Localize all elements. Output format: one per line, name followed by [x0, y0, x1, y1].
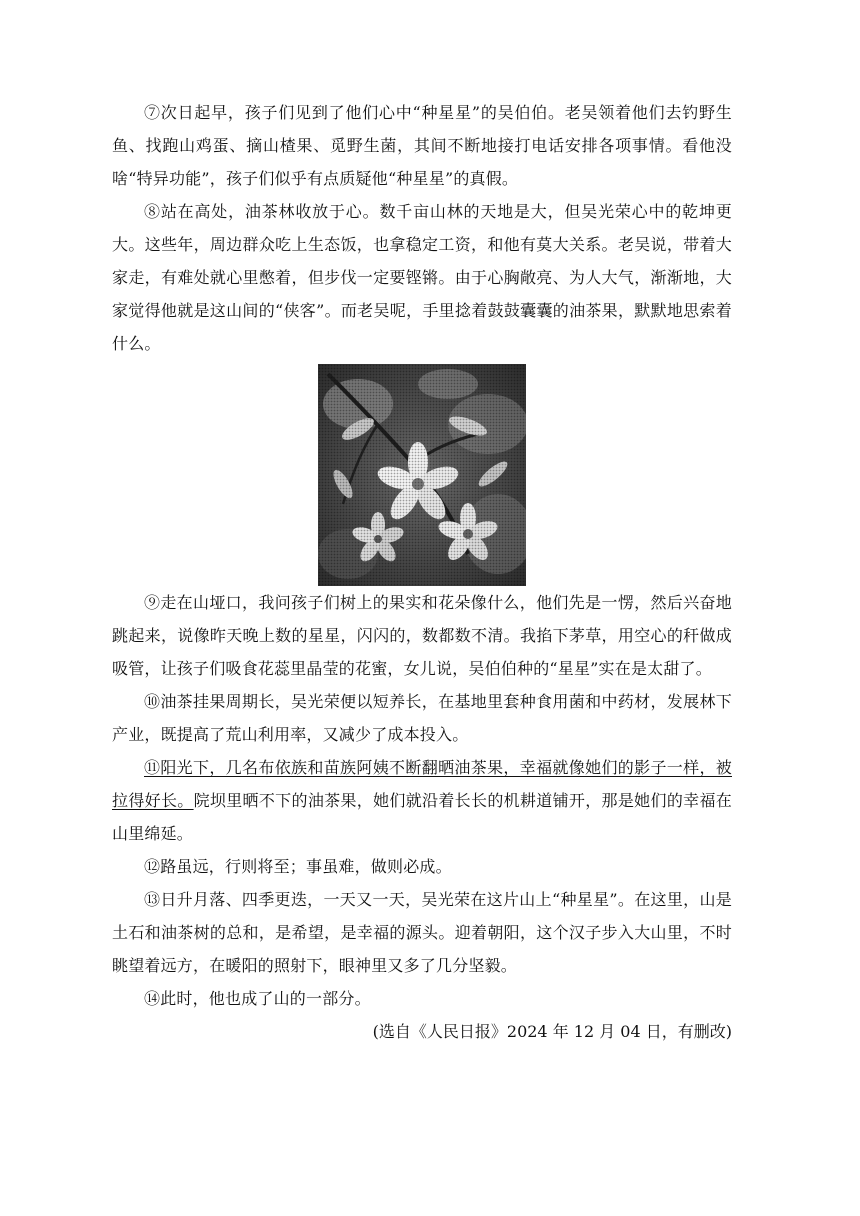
paragraph-7: ⑦次日起早，孩子们见到了他们心中“种星星”的吴伯伯。老吴领着他们去钓野生鱼、找跑山鸡蛋、摘山楂果、觅野生菌，其间不断地接打电话安排各项事情。看他没啥“特异功能”，孩子们似乎有点质疑他“种星星”的真假。 [112, 103, 732, 188]
paragraph-10: ⑩油茶挂果周期长，吴光荣便以短养长，在基地里套种食用菌和中药材，发展林下产业，既提高了荒山利用率，又减少了成本投入。 [112, 692, 732, 744]
paragraph-11 [112, 751, 732, 850]
paragraph-14: ⑭此时，他也成了山的一部分。 [144, 989, 371, 1008]
paragraph-13: ⑬日升月落、四季更迭，一天又一天，吴光荣在这片山上“种星星”。在这里，山是土石和油茶树的总和，是希望，是幸福的源头。迎着朝阳，这个汉子步入大山里，不时眺望着远方，在暖阳的照射下，眼神里又多了几分坚毅。 [112, 890, 732, 975]
paragraph-8: ⑧站在高处，油茶林收放于心。数千亩山林的天地是大，但吴光荣心中的乾坤更大。这些年，周边群众吃上生态饭，也拿稳定工资，和他有莫大关系。老吴说，带着大家走，有难处就心里憋着，但步伐一定要铿锵。由于心胸敞亮、为人大气，渐渐地，大家觉得他就是这山间的“侠客”。而老吴呢，手里捻着鼓鼓囊囊的油茶果，默默地思索着什么。 [112, 202, 732, 353]
underlined-sentence: ⑪阳光下，几名布依族和苗族阿姨不断翻晒油茶果，幸福就像她们的影子一样，被拉得好长。 [112, 758, 732, 810]
figure [112, 364, 732, 586]
paragraph-12: ⑫路虽远，行则将至；事虽难，做则必成。 [144, 857, 452, 876]
paragraph-11-rest: 院坝里晒不下的油茶果，她们就沿着长长的机耕道铺开，那是她们的幸福在山里绵延。 [112, 791, 732, 843]
flower-photo-icon [318, 364, 526, 586]
paragraph-9: ⑨走在山垭口，我问孩子们树上的果实和花朵像什么，他们先是一愣，然后兴奋地跳起来，说像昨天晚上数的星星，闪闪的，数都数不清。我掐下茅草，用空心的秆做成吸管，让孩子们吸食花蕊里晶莹的花蜜，女儿说，吴伯伯种的“星星”实在是太甜了。 [112, 593, 732, 678]
article [112, 96, 732, 1048]
source-citation: (选自《人民日报》2024 年 12 月 04 日，有删改) [372, 1022, 732, 1041]
